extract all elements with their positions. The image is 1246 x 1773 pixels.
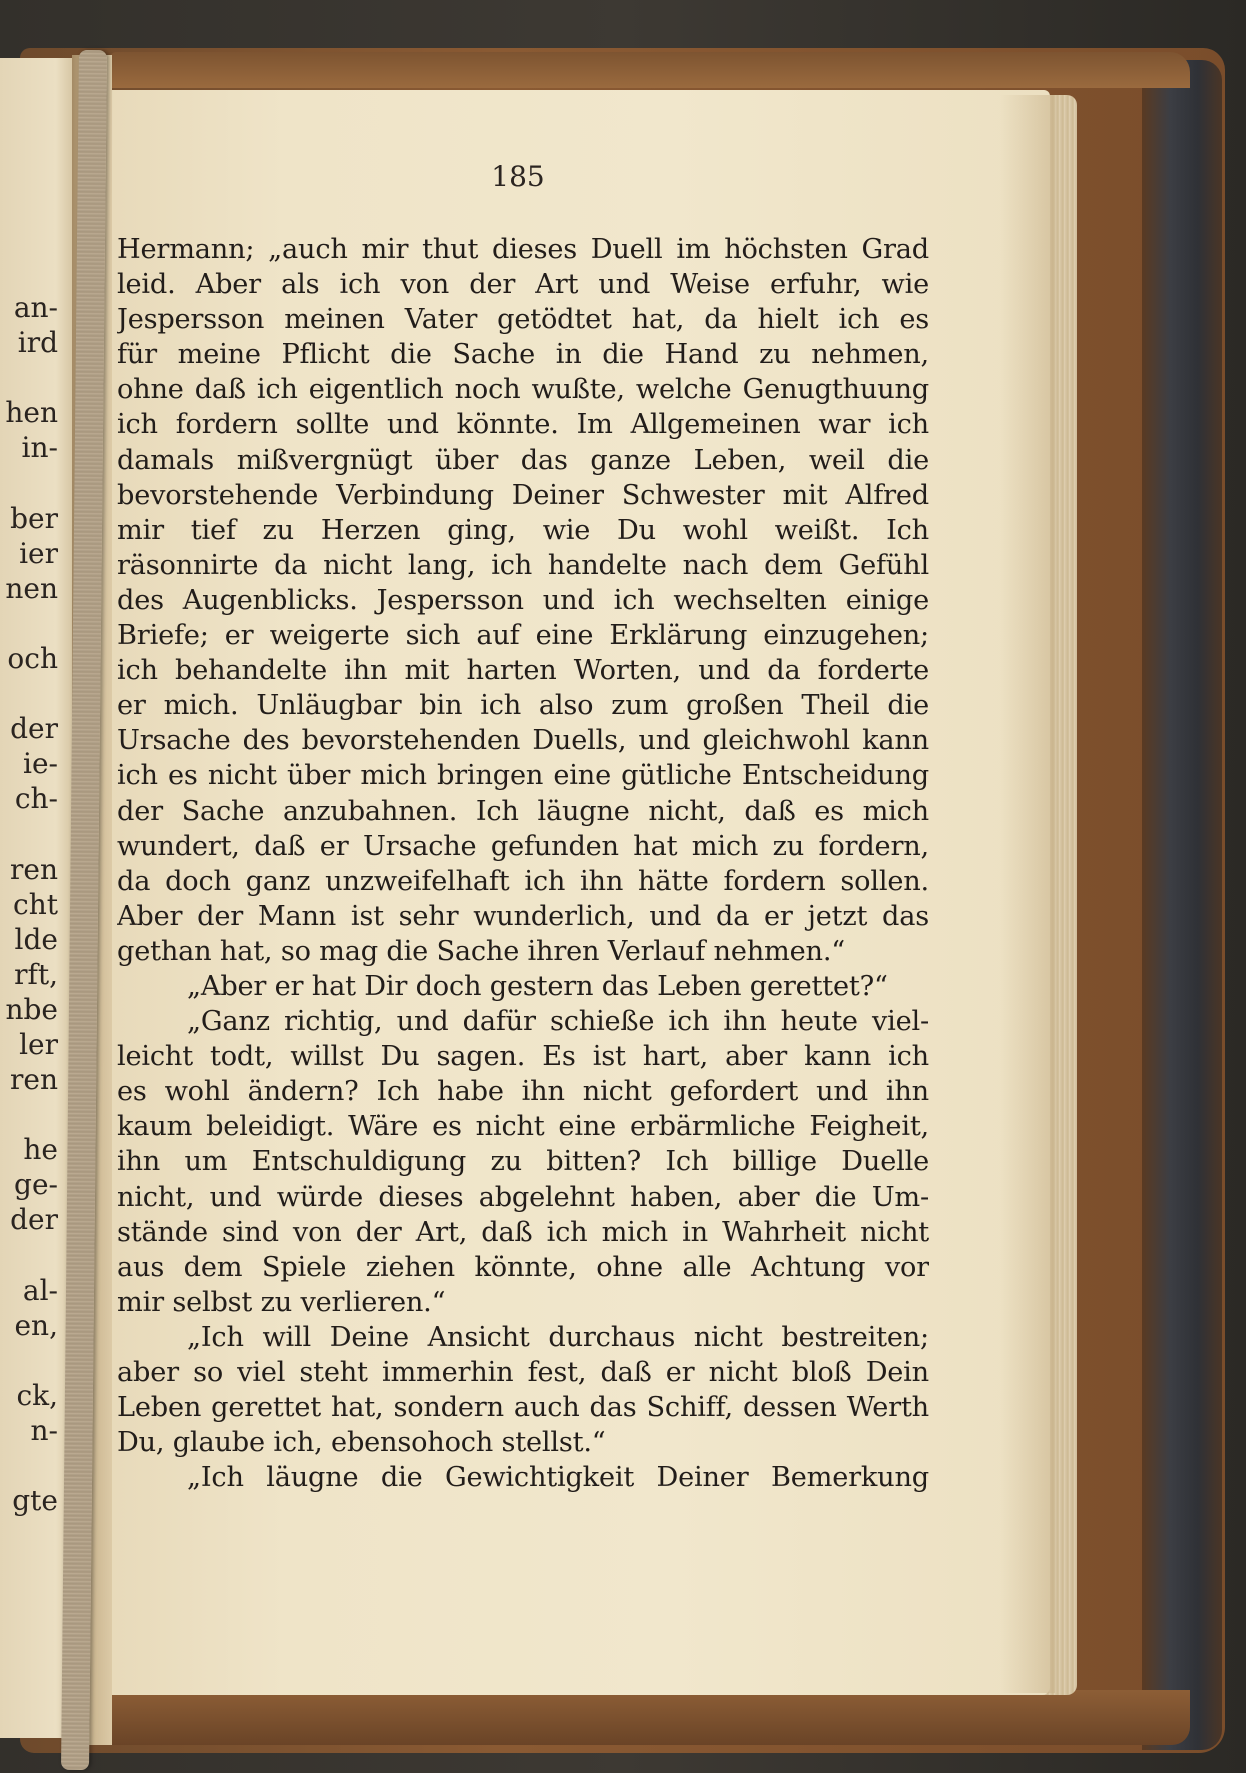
facing-page-fragment: ge-: [14, 1168, 58, 1202]
text-line: Jespersson meinen Vater getödtet hat, da hielt ich es: [117, 304, 929, 336]
facing-page-fragment: der: [10, 712, 58, 746]
text-line: gethan hat, so mag die Sache ihren Verlauf nehmen.“: [117, 935, 845, 967]
text-line: stände sind von der Art, daß ich mich in Wahrheit nicht: [117, 1216, 929, 1248]
text-line: ohne daß ich eigentlich noch wußte, welche Genugthuung: [117, 374, 929, 406]
text-line: aus dem Spiele ziehen könnte, ohne alle Achtung vor: [117, 1251, 929, 1283]
facing-page-fragment: ren: [10, 852, 58, 886]
text-line: der Sache anzubahnen. Ich läugne nicht, daß es mich: [117, 795, 929, 827]
text-line: „Aber er hat Dir doch gestern das Leben gerettet?“: [187, 970, 888, 1002]
text-line: aber so viel steht immerhin fest, daß er nicht bloß Dein: [117, 1357, 929, 1388]
facing-page-fragment: [0, 606, 58, 641]
text-line: wundert, daß er Ursache gefunden hat mich zu fordern,: [117, 830, 929, 862]
text-line: er mich. Unläugbar bin ich also zum großen Theil die: [117, 690, 929, 722]
text-line: räsonnirte da nicht lang, ich handelte nach dem Gefühl: [117, 549, 929, 581]
facing-page-fragment: nbe: [5, 992, 58, 1026]
text-line: „Ich will Deine Ansicht durchaus nicht bestreiten;: [187, 1321, 929, 1353]
cover-top-edge: [110, 52, 1190, 88]
facing-page-fragment: ird: [17, 326, 58, 360]
facing-page-fragment: nen: [5, 571, 58, 605]
text-line: für meine Pflicht die Sache in die Hand zu nehmen,: [117, 339, 929, 371]
facing-page-fragment: hen: [5, 396, 58, 430]
text-line: es wohl ändern? Ich habe ihn nicht gefordert und ihn: [117, 1076, 929, 1108]
text-line: Briefe; er weigerte sich auf eine Erklärung einzugehen;: [117, 620, 929, 652]
cover-spine: [1142, 60, 1222, 1750]
facing-page-fragment: en,: [14, 1308, 58, 1342]
text-line: ich fordern sollte und könnte. Im Allgemeinen war ich: [117, 409, 929, 441]
facing-page-fragment: ck,: [16, 1378, 58, 1412]
facing-page-fragment: [0, 1448, 58, 1483]
facing-page-fragment: [0, 1343, 58, 1378]
text-line: leid. Aber als ich von der Art und Weise erfuhr, wie: [117, 269, 929, 301]
facing-page-fragment: ber: [10, 501, 58, 535]
facing-page-fragment: [0, 360, 58, 395]
text-line: ihn um Entschuldigung zu bitten? Ich billige Duelle: [117, 1146, 929, 1178]
text-line: ich es nicht über mich bringen eine gütliche Entscheidung: [117, 760, 929, 792]
text-line: kaum beleidigt. Wäre es nicht eine erbärmliche Feigheit,: [117, 1111, 929, 1143]
page-number: 185: [491, 160, 545, 193]
facing-page-fragment: cht: [13, 887, 58, 921]
facing-page-fragment: [0, 1097, 58, 1132]
facing-page-fragment: [0, 816, 58, 851]
text-line: Leben gerettet hat, sondern auch das Schiff, dessen Werth: [117, 1392, 929, 1424]
facing-page-fragment: der: [10, 1203, 58, 1237]
facing-page-fragment: al-: [22, 1273, 58, 1307]
facing-page-fragment: [0, 1238, 58, 1273]
text-line: damals mißvergnügt über das ganze Leben, weil die: [117, 444, 929, 476]
facing-page-fragment: ch-: [14, 782, 58, 816]
text-line: Du, glaube ich, ebensohoch stellst.“: [117, 1427, 606, 1459]
facing-page-fragment: ler: [19, 1027, 58, 1061]
facing-page-fragment: ie-: [23, 747, 58, 781]
facing-page-fragment: ier: [19, 536, 58, 570]
text-line: leicht todt, willst Du sagen. Es ist hart, aber kann ich: [117, 1041, 929, 1073]
facing-page-text: [0, 290, 58, 1518]
facing-page-fragment: gte: [12, 1484, 58, 1518]
text-line: Ursache des bevorstehenden Duells, und gleichwohl kann: [117, 725, 929, 757]
facing-page-fragment: n-: [30, 1414, 58, 1447]
text-line: des Augenblicks. Jespersson und ich wechselten einige: [117, 584, 929, 616]
facing-page-fragment: he: [23, 1133, 58, 1167]
page-shadow: [1000, 95, 1055, 1693]
facing-page-fragment: rft,: [14, 957, 58, 991]
text-line: mir tief zu Herzen ging, wie Du wohl weißt. Ich: [117, 514, 929, 546]
facing-page-fragment: [0, 676, 58, 711]
facing-page-fragment: och: [7, 641, 58, 675]
facing-page-fragment: [0, 465, 58, 500]
facing-page-fragment: an-: [13, 291, 58, 324]
text-line: mir selbst zu verlieren.“: [117, 1286, 446, 1318]
text-line: bevorstehende Verbindung Deiner Schwester mit Alfred: [117, 479, 929, 511]
text-line: ich behandelte ihn mit harten Worten, und da forderte: [117, 655, 929, 687]
text-line: Aber der Mann ist sehr wunderlich, und da er jetzt das: [117, 900, 929, 932]
page-body-text: [117, 232, 929, 1495]
cover-bottom-edge: [60, 1690, 1190, 1745]
text-line: da doch ganz unzweifelhaft ich ihn hätte fordern sollen.: [117, 865, 929, 897]
text-line: Hermann; „auch mir thut dieses Duell im höchsten Grad: [117, 234, 929, 265]
facing-page-fragment: lde: [14, 922, 58, 956]
text-line: „Ich läugne die Gewichtigkeit Deiner Bemerkung: [187, 1462, 929, 1494]
text-line: nicht, und würde dieses abgelehnt haben, aber die Um-: [117, 1181, 929, 1213]
text-line: „Ganz richtig, und dafür schieße ich ihn heute viel-: [187, 1006, 929, 1038]
facing-page-fragment: in-: [21, 431, 58, 465]
facing-page-fragment: ren: [10, 1063, 58, 1097]
